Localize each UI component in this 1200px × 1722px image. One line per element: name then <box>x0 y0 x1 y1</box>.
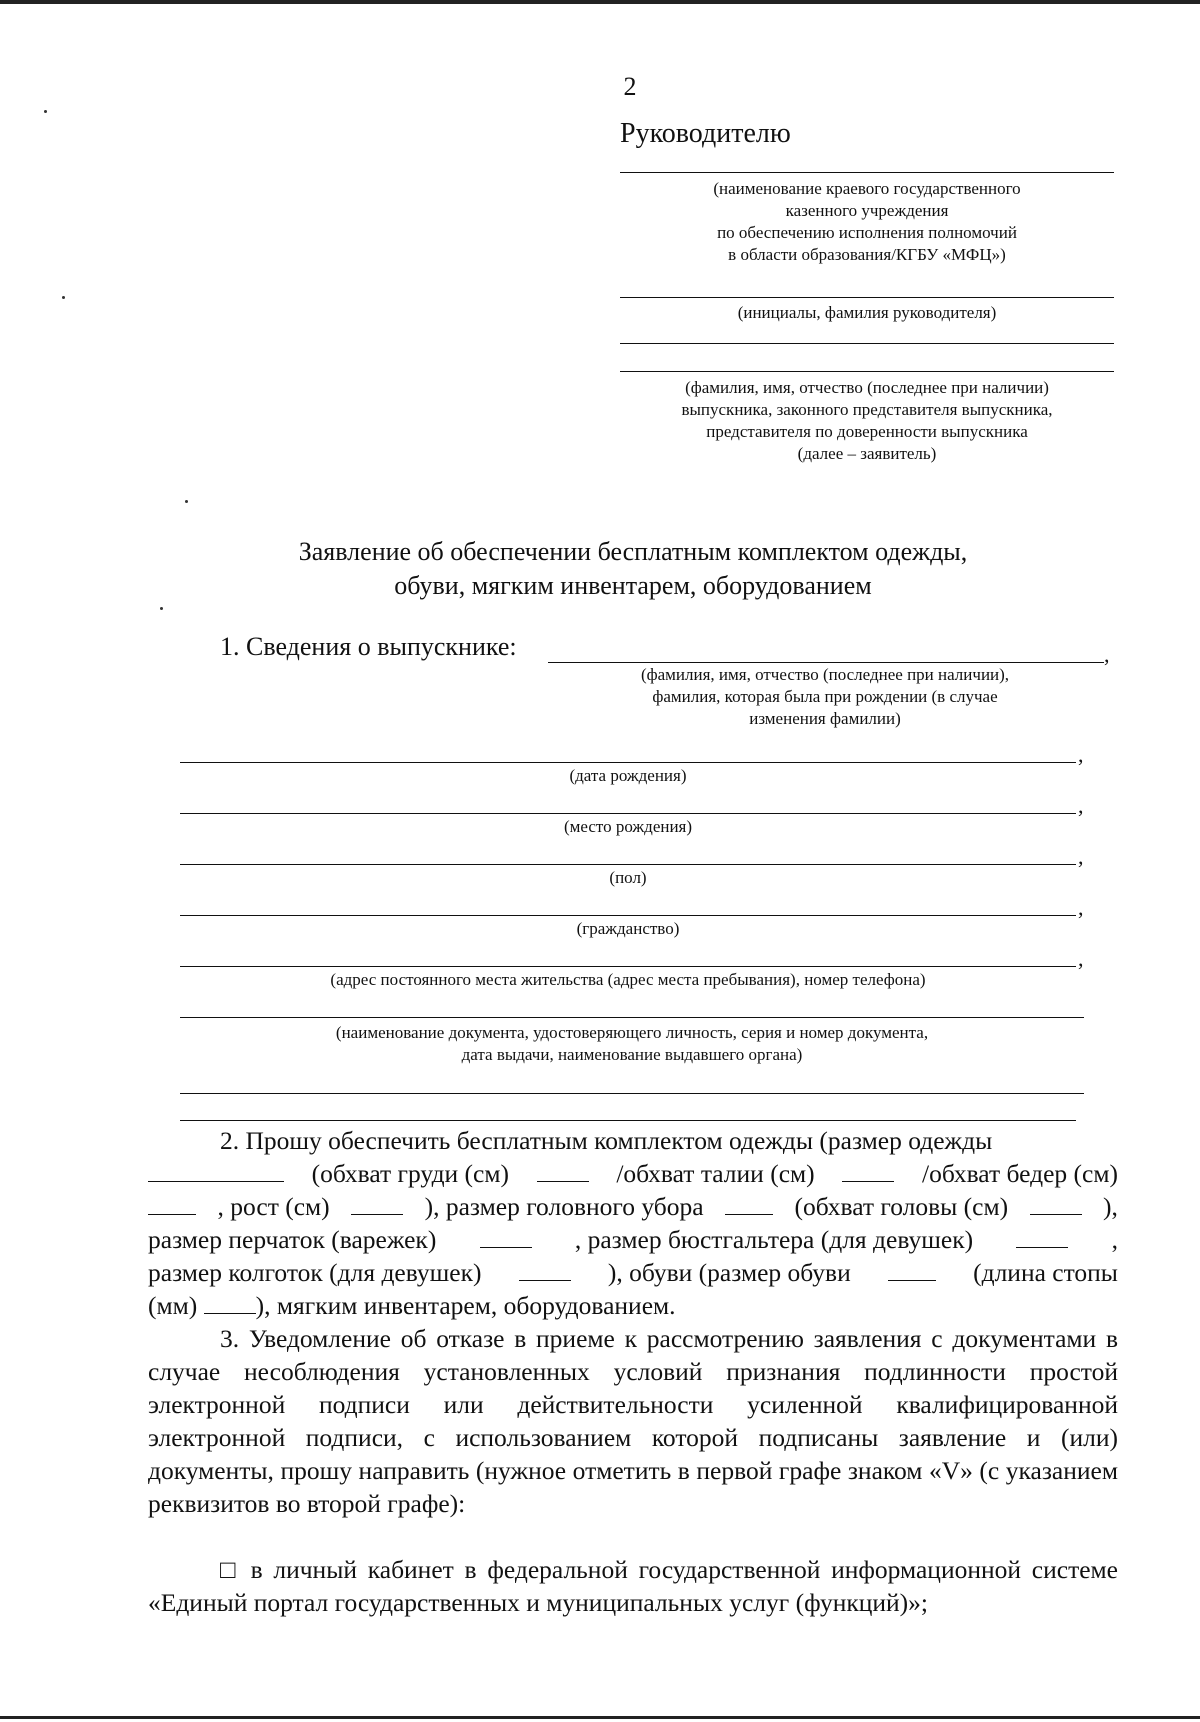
chest-label: (обхват груди (см) <box>311 1159 509 1188</box>
section2-paragraph <box>148 1124 1118 1322</box>
section2-line-6 <box>148 1289 1118 1322</box>
graduate-name-line[interactable] <box>548 662 1104 663</box>
addressee-to: Руководителю <box>620 118 791 149</box>
citizenship-caption: (гражданство) <box>576 919 680 938</box>
shoes-blank[interactable] <box>888 1258 936 1281</box>
address-caption: (адрес постоянного места жительства (адрес места пребывания), номер телефона) <box>330 970 926 989</box>
id-document-caption: (наименование документа, удостоверяющего личность, серия и номер документа, дата выдачи, наименование выдавшего органа) <box>335 1023 929 1064</box>
sex-caption: (пол) <box>609 868 647 887</box>
waist-blank[interactable] <box>842 1159 894 1182</box>
tights-blank[interactable] <box>519 1258 571 1281</box>
birth-date-caption: (дата рождения) <box>569 766 687 785</box>
birth-date-line[interactable] <box>180 762 1076 763</box>
id-document-line[interactable] <box>180 1017 1084 1018</box>
gloves-blank[interactable] <box>480 1225 532 1248</box>
birth-place-comma: , <box>1078 793 1084 818</box>
section1-label: 1. Сведения о выпускнике: <box>220 632 517 661</box>
height-label: , рост (см) <box>217 1192 330 1221</box>
scan-speck <box>44 110 47 113</box>
birth-date-comma: , <box>1078 742 1084 767</box>
hat-label: ), размер головного убора <box>424 1192 704 1221</box>
institution-caption: (наименование краевого государственного казенного учреждения по обеспечению исполнения полномочий в области образования/КГБУ «МФЦ») <box>713 179 1021 264</box>
section2-line-3 <box>148 1190 1118 1223</box>
page-number: 2 <box>623 72 637 101</box>
height-blank[interactable] <box>351 1192 403 1215</box>
citizenship-comma: , <box>1078 895 1084 920</box>
head-name-line[interactable] <box>620 297 1114 298</box>
section3-paragraph: 3. Уведомление об отказе в приеме к рассмотрению заявления с документами в случае несоблюдения установленных условий признания подлинности простой электронной подписи или действительности усиленной квалифицированной электронной подписи, с использованием которой подписаны заявление и (или) документы, прошу направить (нужное отметить в первой графе знаком «V» (с указанием реквизитов во второй графе): <box>148 1324 1118 1518</box>
bra-label: , размер бюстгальтера (для девушек) <box>574 1225 974 1254</box>
applicant-line-2[interactable] <box>620 371 1114 372</box>
head-close: ), <box>1103 1192 1118 1221</box>
foot-label: (длина стопы <box>973 1258 1118 1287</box>
sex-comma: , <box>1078 844 1084 869</box>
section2-line-2 <box>148 1157 1118 1190</box>
mm-label: (мм) <box>148 1291 198 1320</box>
bra-blank[interactable] <box>1016 1225 1068 1248</box>
applicant-line-1[interactable] <box>620 343 1114 344</box>
hips-blank[interactable] <box>148 1192 196 1215</box>
scan-top-edge <box>0 0 1200 4</box>
clothing-size-blank[interactable] <box>148 1159 284 1182</box>
section2-line-5 <box>148 1256 1118 1289</box>
hips-label: /обхват бедер (см) <box>922 1159 1118 1188</box>
option-portal <box>148 1553 1118 1619</box>
applicant-caption: (фамилия, имя, отчество (последнее при наличии) выпускника, законного представителя выпускника, представителя по доверенности выпускника (далее – заявитель) <box>681 378 1053 463</box>
scan-speck <box>185 500 188 503</box>
foot-blank[interactable] <box>204 1291 256 1314</box>
sex-line[interactable] <box>180 864 1076 865</box>
head-name-caption: (инициалы, фамилия руководителя) <box>737 303 997 322</box>
document-title: Заявление об обеспечении бесплатным комплектом одежды, обуви, мягким инвентарем, оборудованием <box>298 537 968 600</box>
section2-line-4 <box>148 1223 1118 1256</box>
hat-blank[interactable] <box>725 1192 773 1215</box>
birth-place-caption: (место рождения) <box>563 817 693 836</box>
shoes-label: ), обуви (размер обуви <box>607 1258 851 1287</box>
bra-comma: , <box>1111 1225 1118 1254</box>
graduate-name-caption: (фамилия, имя, отчество (последнее при наличии), фамилия, которая была при рождении (в случае изменения фамилии) <box>640 665 1010 728</box>
address-comma: , <box>1078 946 1084 971</box>
extra-line-1[interactable] <box>180 1093 1084 1094</box>
tights-label: размер колготок (для девушек) <box>148 1258 482 1287</box>
address-line[interactable] <box>180 966 1076 967</box>
scan-speck <box>62 296 65 299</box>
chest-blank[interactable] <box>537 1159 589 1182</box>
option-portal-text: в личный кабинет в федеральной государственной информационной системе «Единый портал государственных и муниципальных услуг (функций)»; <box>148 1555 1119 1617</box>
section2-tail: ), мягким инвентарем, оборудованием. <box>255 1291 676 1320</box>
option-portal-checkbox[interactable]: □ <box>220 1555 240 1584</box>
scan-speck <box>160 607 163 610</box>
citizenship-line[interactable] <box>180 915 1076 916</box>
graduate-name-comma: , <box>1104 642 1110 667</box>
section2-line-1: 2. Прошу обеспечить бесплатным комплектом одежды (размер одежды <box>220 1126 993 1155</box>
scan-bottom-edge <box>0 1716 1200 1719</box>
waist-label: /обхват талии (см) <box>616 1159 815 1188</box>
institution-line[interactable] <box>620 172 1114 173</box>
birth-place-line[interactable] <box>180 813 1076 814</box>
gloves-label: размер перчаток (варежек) <box>148 1225 437 1254</box>
head-label: (обхват головы (см) <box>794 1192 1009 1221</box>
extra-line-2[interactable] <box>180 1120 1076 1121</box>
head-blank[interactable] <box>1030 1192 1082 1215</box>
